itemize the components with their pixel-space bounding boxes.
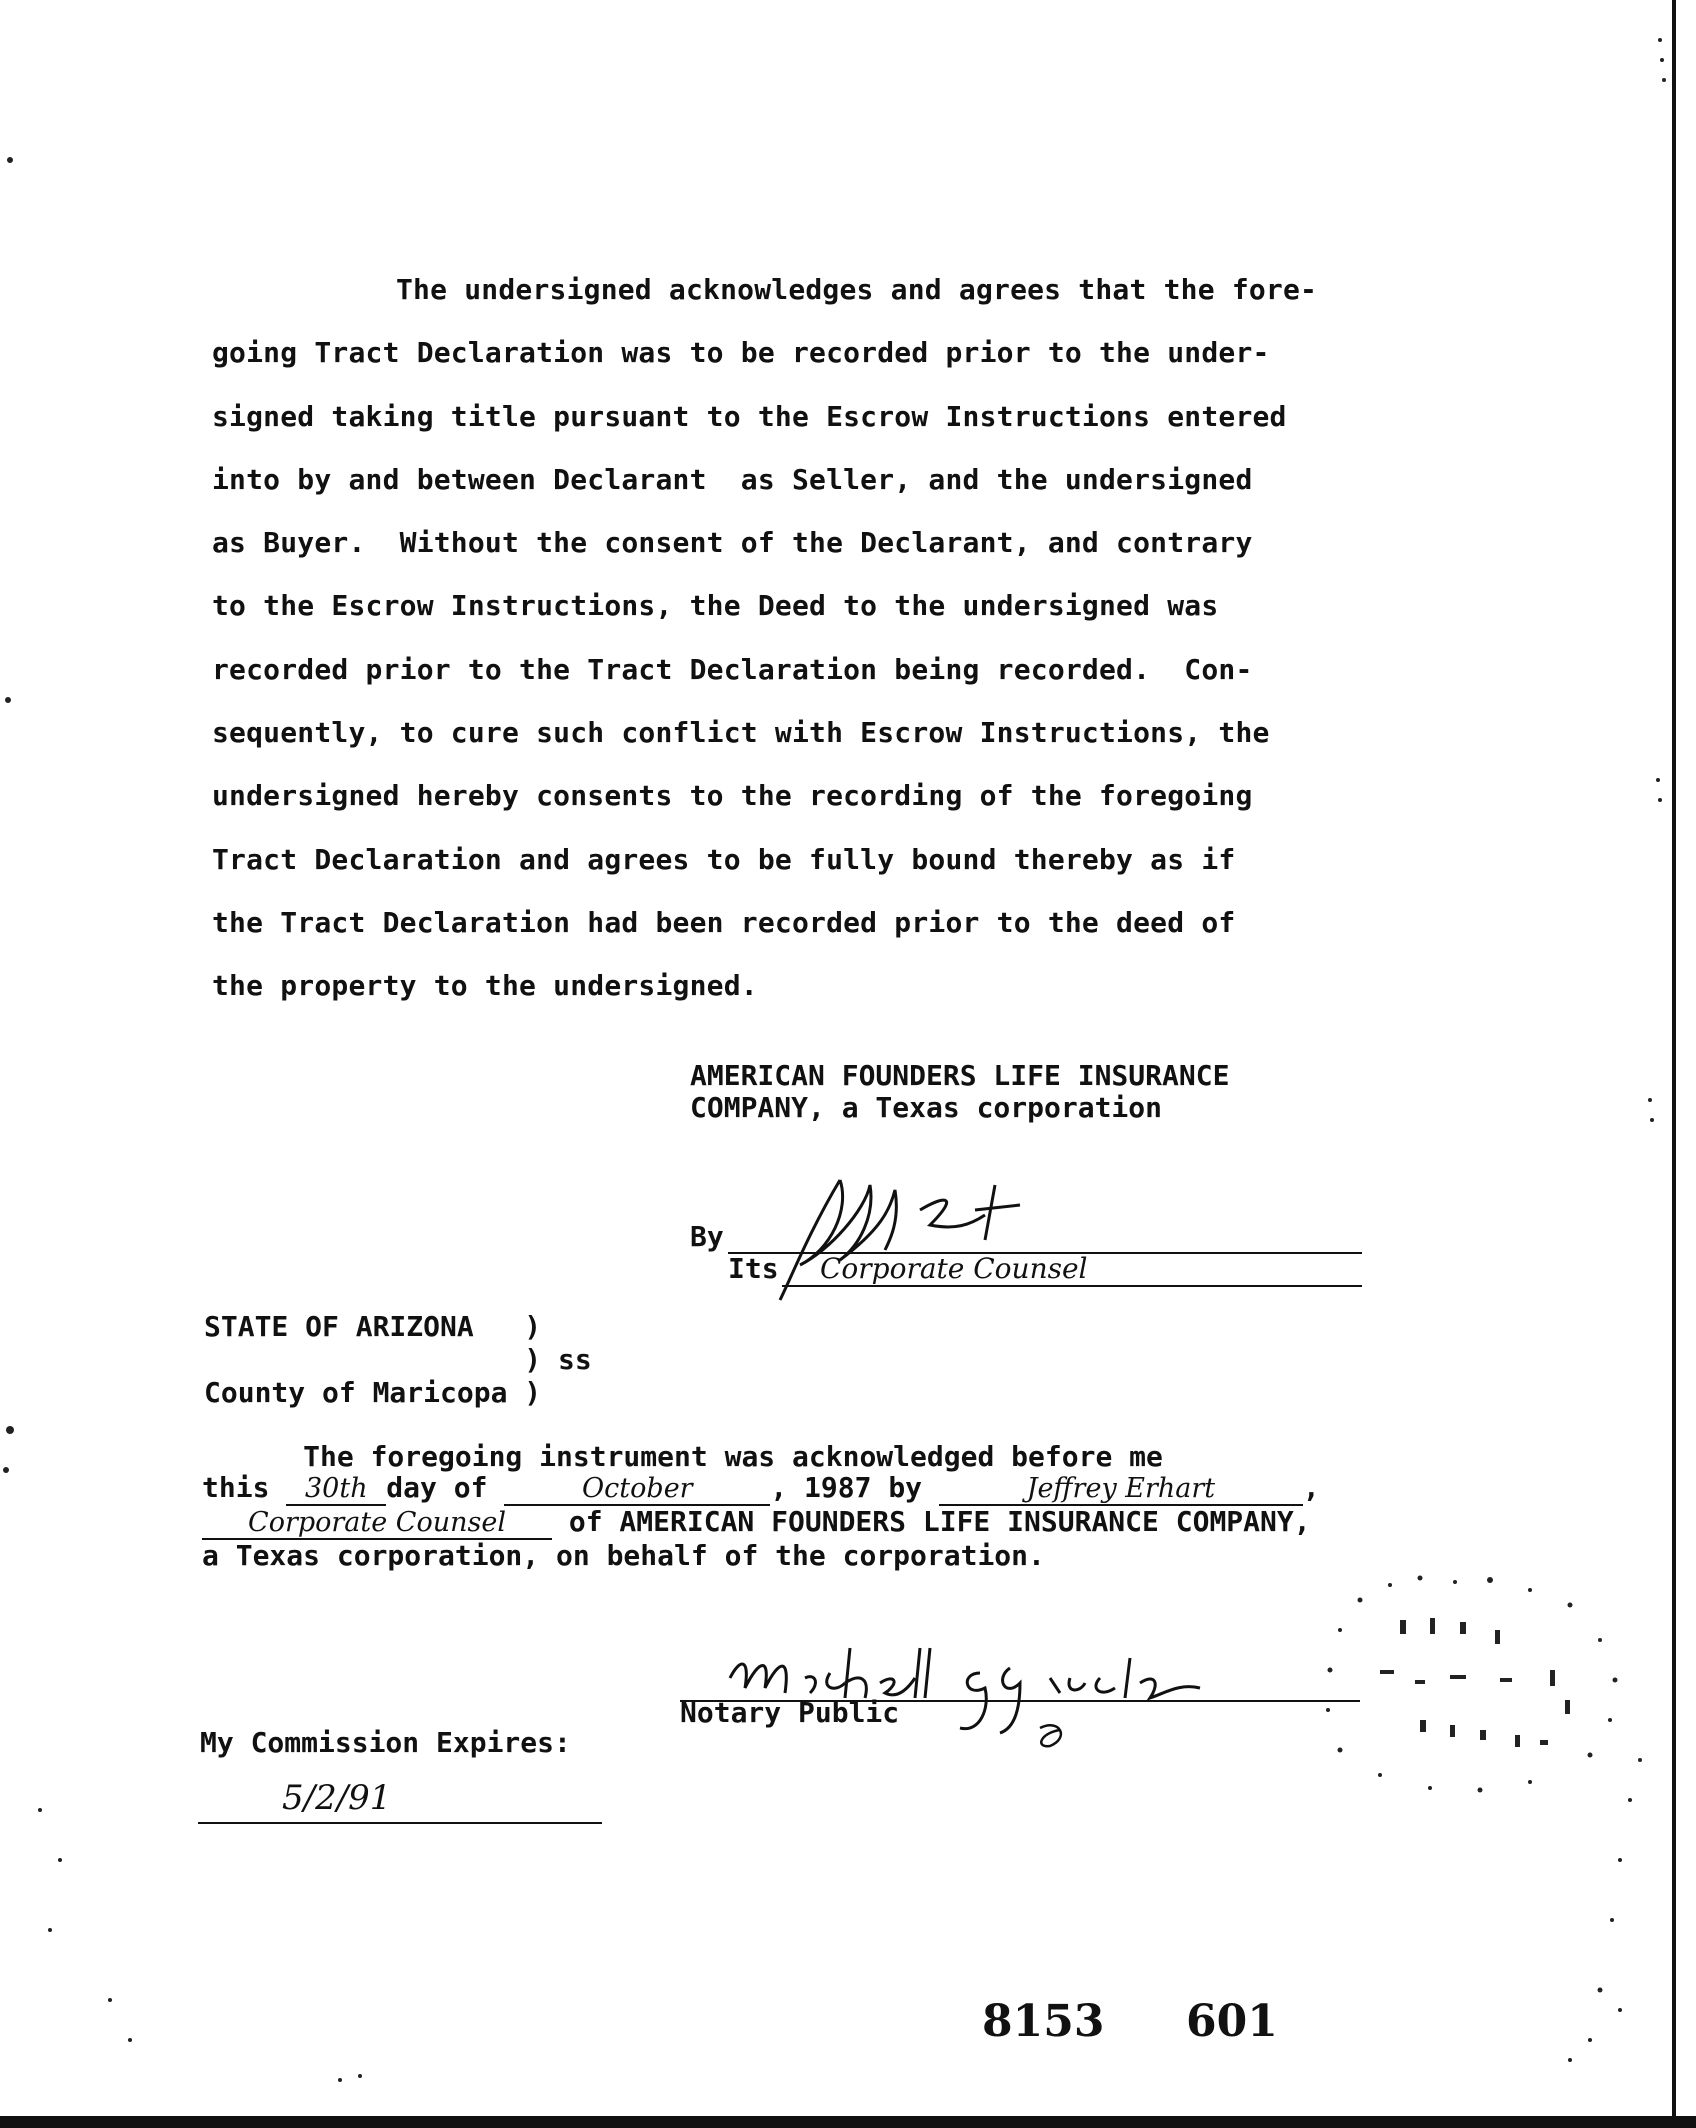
paragraph-line: The undersigned acknowledges and agrees that the fore-: [396, 273, 1318, 306]
paragraph-line: to the Escrow Instructions, the Deed to the undersigned was: [212, 589, 1219, 623]
paragraph-line: into by and between Declarant as Seller, and the undersigned: [212, 462, 1253, 496]
company-name: [690, 1060, 1229, 1124]
notary-public-label: Notary Public: [680, 1696, 900, 1729]
ack-title-handwritten: Corporate Counsel: [248, 1507, 506, 1538]
paragraph-line: the property to the undersigned.: [212, 969, 758, 1003]
document-number-right: 601: [1186, 1996, 1278, 2047]
scan-edge-bottom: [0, 2116, 1696, 2128]
ack-title-field: [202, 1506, 552, 1540]
ack-comma: ,: [1302, 1471, 1320, 1504]
ack-day-handwritten: 30th: [304, 1473, 368, 1504]
paragraph-line: signed taking title pursuant to the Escrow Instructions entered: [212, 399, 1287, 433]
ack-month-field: [504, 1472, 770, 1506]
venue-state: STATE OF ARIZONA ): [204, 1310, 542, 1343]
consent-paragraph: [212, 258, 1442, 1018]
notary-seal-impression: [1300, 1560, 1660, 1800]
ack-day-field: [286, 1472, 386, 1506]
ack-month-handwritten: October: [582, 1473, 693, 1504]
company-line: AMERICAN FOUNDERS LIFE INSURANCE: [690, 1059, 1230, 1092]
ack-year-by: , 1987 by: [770, 1471, 923, 1504]
paragraph-line: sequently, to cure such conflict with Escrow Instructions, the: [212, 716, 1270, 750]
its-label: Its: [728, 1252, 779, 1285]
ack-line: The foregoing instrument was acknowledged before me: [202, 1440, 1163, 1473]
paragraph-line: Tract Declaration and agrees to be fully bound thereby as if: [212, 842, 1236, 876]
paragraph-line: going Tract Declaration was to be recorded prior to the under-: [212, 336, 1270, 370]
ack-line: a Texas corporation, on behalf of the corporation.: [202, 1539, 1045, 1572]
paragraph-line: the Tract Declaration had been recorded prior to the deed of: [212, 905, 1236, 939]
commission-expires-label: My Commission Expires:: [200, 1726, 571, 1759]
commission-expires-date: 5/2/91: [282, 1778, 392, 1818]
ack-name-field: [939, 1472, 1303, 1506]
ack-line: [202, 1472, 1320, 1506]
paragraph-line: undersigned hereby consents to the recording of the foregoing: [212, 779, 1253, 813]
ack-line3-rest: of AMERICAN FOUNDERS LIFE INSURANCE COMPANY,: [552, 1505, 1311, 1538]
ack-line: [202, 1506, 1320, 1540]
notary-acknowledgment: [202, 1441, 1320, 1571]
ack-this: this: [202, 1471, 270, 1504]
venue-ss: ) ss: [204, 1343, 592, 1376]
venue-block: [204, 1310, 592, 1409]
commission-date-line: [198, 1822, 602, 1824]
officer-title-handwritten: Corporate Counsel: [820, 1252, 1088, 1285]
company-line: COMPANY, a Texas corporation: [690, 1091, 1163, 1124]
by-label: By: [690, 1220, 724, 1253]
officer-signature: [770, 1170, 1110, 1310]
its-title-line: [782, 1285, 1362, 1287]
document-number-left: 8153: [982, 1996, 1105, 2047]
paragraph-line: recorded prior to the Tract Declaration being recorded. Con-: [212, 652, 1253, 686]
ack-name-handwritten: Jeffrey Erhart: [1026, 1473, 1216, 1504]
ack-day-of: day of: [386, 1471, 488, 1504]
paragraph-line: as Buyer. Without the consent of the Declarant, and contrary: [212, 526, 1253, 560]
venue-county: County of Maricopa ): [204, 1376, 542, 1409]
scan-edge-right: [1672, 0, 1676, 2128]
